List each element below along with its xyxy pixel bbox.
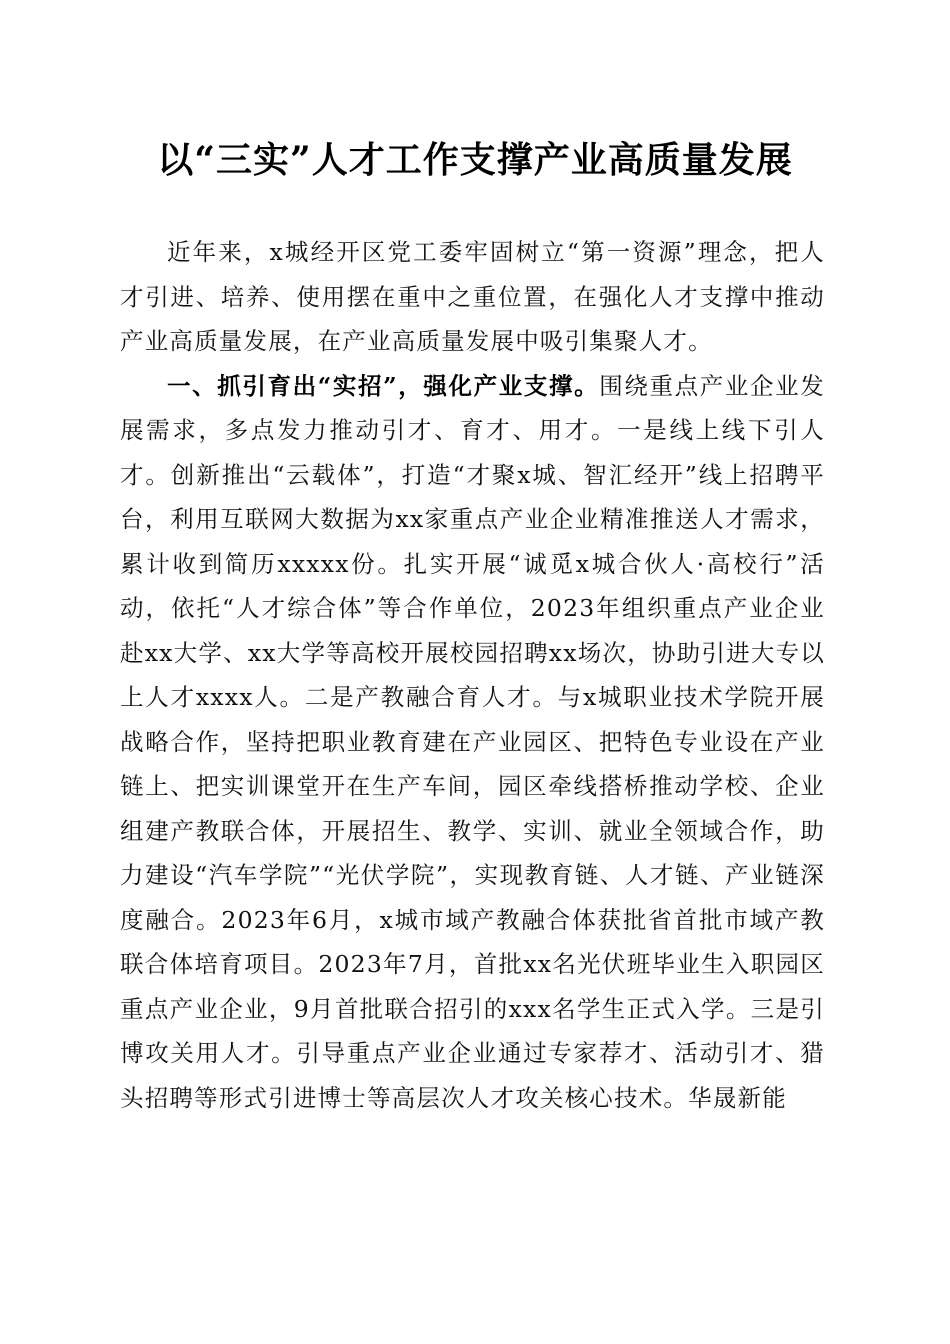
intro-paragraph: 近年来，x城经开区党工委牢固树立“第一资源”理念，把人才引进、培养、使用摆在重中之重位置，在强化人才支撑中推动产业高质量发展，在产业高质量发展中吸引集聚人才。	[120, 238, 825, 355]
section-1-paragraph	[120, 364, 825, 1121]
section-1-heading: 一、抓引育出“实招”，强化产业支撑。	[167, 371, 600, 400]
section-1-body: 围绕重点产业企业发展需求，多点发力推动引才、育才、用才。一是线上线下引人才。创新推出“云载体”，打造“才聚x城、智汇经开”线上招聘平台，利用互联网大数据为xx家重点产业企业精准推送人才需求，累计收到简历xxxxx份。扎实开展“诚觅x城合伙人·高校行”活动，依托“人才综合体”等合作单位，2023年组织重点产业企业赴xx大学、xx大学等高校开展校园招聘xx场次，协助引进大专以上人才xxxx人。二是产教融合育人才。与x城职业技术学院开展战略合作，坚持把职业教育建在产业园区、把特色专业设在产业链上、把实训课堂开在生产车间，园区牵线搭桥推动学校、企业组建产教联合体，开展招生、教学、实训、就业全领域合作，助力建设“汽车学院”“光伏学院”，实现教育链、人才链、产业链深度融合。2023年6月，x城市域产教融合体获批省首批市域产教联合体培育项目。2023年7月，首批xx名光伏班毕业生入职园区重点产业企业，9月首批联合招引的xxx名学生正式入学。三是引博攻关用人才。引导重点产业企业通过专家荐才、活动引才、猎头招聘等形式引进博士等高层次人才攻关核心技术。华晟新能	[120, 371, 825, 1112]
document-body	[120, 230, 825, 1120]
document-title: 以“三实”人才工作支撑产业高质量发展	[157, 139, 793, 181]
